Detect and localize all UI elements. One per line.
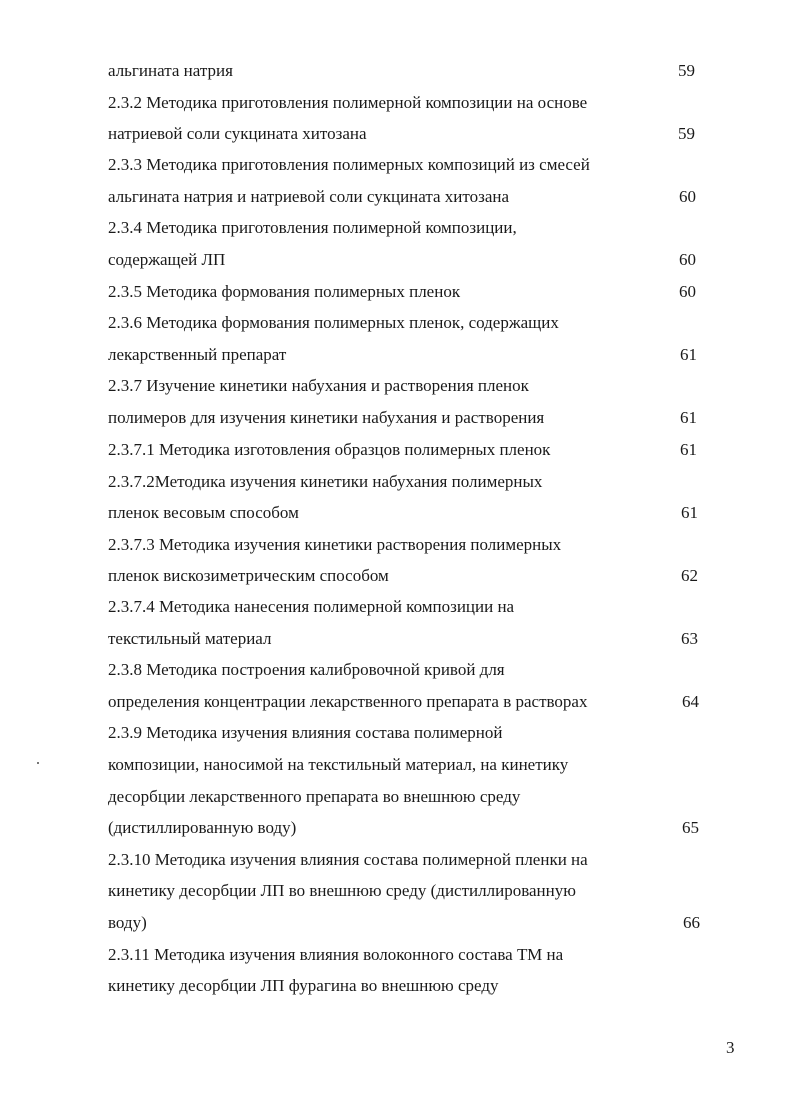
toc-entry-text: 2.3.9 Методика изучения влияния состава полимерной <box>108 723 503 742</box>
toc-entry-page: 61 <box>681 503 698 522</box>
toc-entry-text: определения концентрации лекарственного препарата в растворах <box>108 692 588 711</box>
toc-entry-page: 60 <box>679 250 696 269</box>
page-number: 3 <box>726 1038 735 1057</box>
toc-entry-text: 2.3.3 Методика приготовления полимерных композиций из смесей <box>108 155 590 174</box>
toc-entry-text: натриевой соли сукцината хитозана <box>108 124 367 143</box>
toc-entry-page: 60 <box>679 187 696 206</box>
toc-entry-page: 62 <box>681 566 698 585</box>
toc-entry-text: 2.3.7 Изучение кинетики набухания и растворения пленок <box>108 376 529 395</box>
toc-entry-text: 2.3.7.1 Методика изготовления образцов полимерных пленок <box>108 440 551 459</box>
toc-entry-text: кинетику десорбции ЛП фурагина во внешнюю среду <box>108 976 499 995</box>
toc-entry-text: 2.3.7.4 Методика нанесения полимерной композиции на <box>108 597 515 616</box>
toc-entry-text: текстильный материал <box>108 629 272 648</box>
toc-entry-page: 61 <box>680 408 697 427</box>
toc-entry-text: содержащей ЛП <box>108 250 226 269</box>
toc-entry-text: 2.3.6 Методика формования полимерных пленок, содержащих <box>108 313 559 332</box>
toc-entry-text: воду) <box>108 913 147 932</box>
toc-entry-text: 2.3.7.3 Методика изучения кинетики растворения полимерных <box>108 535 562 554</box>
toc-entry-page: 60 <box>679 282 696 301</box>
toc-entry-page: 59 <box>678 61 695 80</box>
toc-entry-text: альгината натрия и натриевой соли сукцината хитозана <box>108 187 510 206</box>
scan-artifact <box>37 762 39 764</box>
toc-entry-text: (дистиллированную воду) <box>108 818 297 837</box>
toc-entry-text: 2.3.11 Методика изучения влияния волоконного состава ТМ на <box>108 945 564 964</box>
toc-entry-text: композиции, наносимой на текстильный материал, на кинетику <box>108 755 569 774</box>
toc-entry-page: 61 <box>680 440 697 459</box>
toc-entry-page: 61 <box>680 345 697 364</box>
toc-entry-text: полимеров для изучения кинетики набухания и растворения <box>108 408 545 427</box>
toc-entry-page: 63 <box>681 629 698 648</box>
toc-entry-page: 65 <box>682 818 699 837</box>
toc-entry-text: 2.3.5 Методика формования полимерных пленок <box>108 282 461 301</box>
toc-entry-text: 2.3.4 Методика приготовления полимерной композиции, <box>108 218 517 237</box>
toc-entry-text: 2.3.7.2Методика изучения кинетики набухания полимерных <box>108 472 543 491</box>
toc-entry-text: альгината натрия <box>108 61 233 80</box>
toc-entry-page: 66 <box>683 913 700 932</box>
toc-entry-text: кинетику десорбции ЛП во внешнюю среду (дистиллированную <box>108 881 576 900</box>
toc-entry-text: 2.3.2 Методика приготовления полимерной композиции на основе <box>108 93 588 112</box>
toc-entry-text: десорбции лекарственного препарата во внешнюю среду <box>108 787 521 806</box>
toc-entry-page: 64 <box>682 692 699 711</box>
toc-entry-text: лекарственный препарат <box>108 345 287 364</box>
toc-entry-text: пленок вискозиметрическим способом <box>108 566 389 585</box>
toc-entry-text: пленок весовым способом <box>108 503 299 522</box>
toc-entry-page: 59 <box>678 124 695 143</box>
toc-entry-text: 2.3.10 Методика изучения влияния состава полимерной пленки на <box>108 850 588 869</box>
toc-entry-text: 2.3.8 Методика построения калибровочной кривой для <box>108 660 505 679</box>
